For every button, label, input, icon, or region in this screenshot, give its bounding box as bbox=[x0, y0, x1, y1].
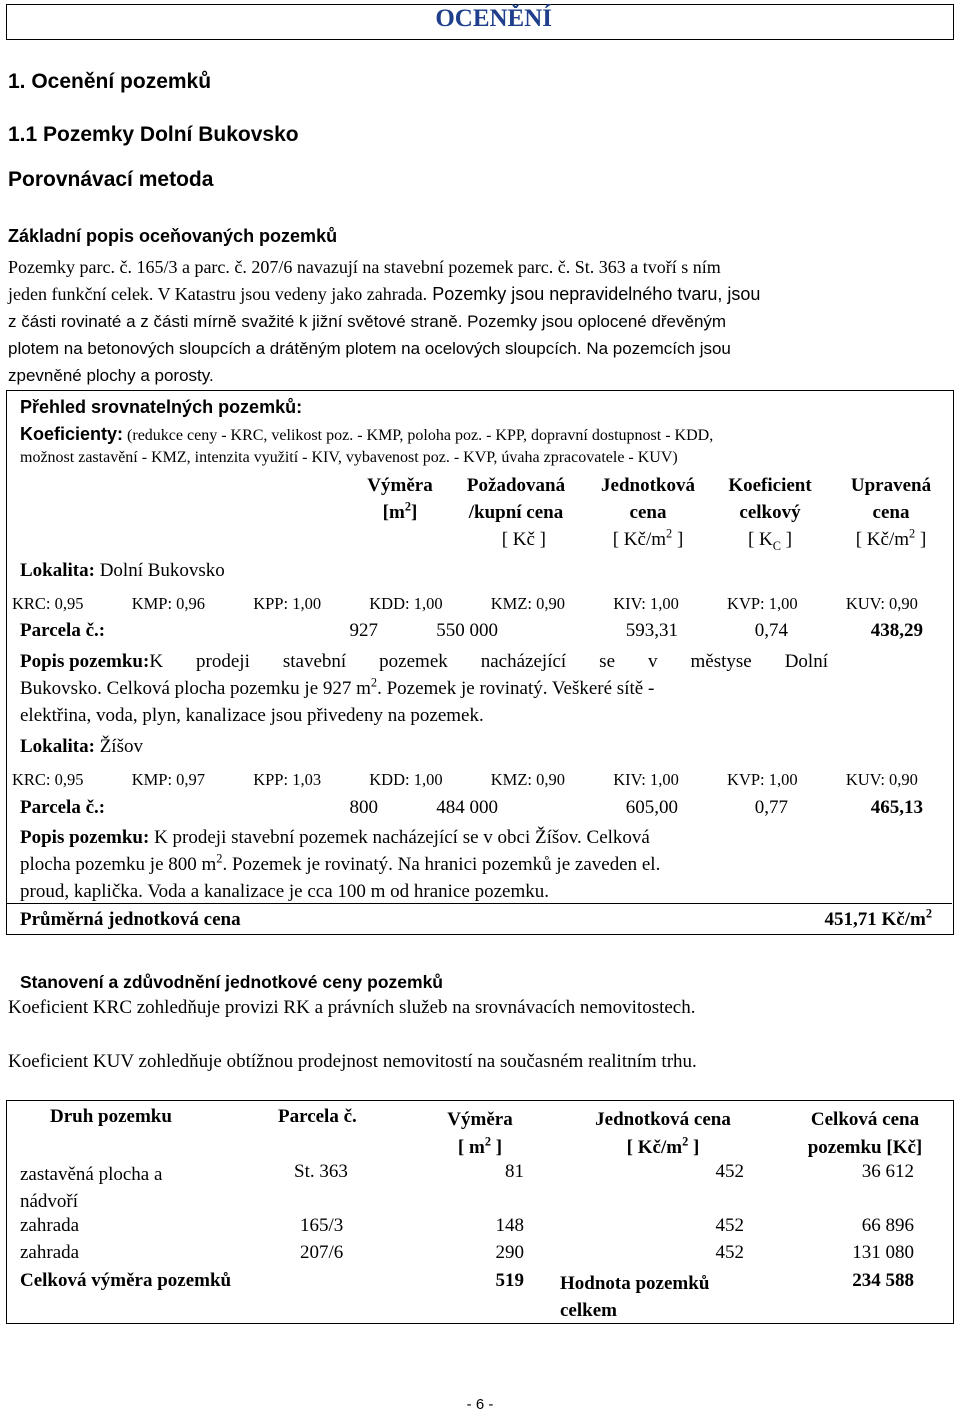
value-label-text: celkem bbox=[560, 1300, 617, 1321]
header-part: ] bbox=[915, 529, 927, 550]
average-divider bbox=[6, 903, 952, 904]
desc-sup: 2 bbox=[216, 851, 223, 866]
header-part: [ m bbox=[457, 1137, 485, 1158]
parcel-desc-2 bbox=[20, 824, 828, 905]
desc-label: Popis pozemku: bbox=[20, 651, 150, 672]
locality-1 bbox=[20, 560, 225, 582]
heading-1: 1. Ocenění pozemků bbox=[8, 70, 212, 93]
coef-label: Koeficienty: bbox=[20, 424, 124, 444]
method-heading: Porovnávací metoda bbox=[8, 168, 214, 191]
desc-text: Pozemky jsou nepravidelného tvaru, jsou bbox=[427, 284, 761, 304]
parcel-desc-1 bbox=[20, 648, 828, 729]
header-text bbox=[714, 526, 826, 553]
comparison-title: Přehled srovnatelných pozemků: bbox=[20, 397, 303, 417]
desc-line bbox=[20, 675, 828, 702]
desc-text: Pozemky jsou oplocené dřevěným bbox=[462, 312, 727, 331]
coef-kdd: KDD: 1,00 bbox=[369, 594, 443, 613]
coef-kmp: KMP: 0,97 bbox=[131, 770, 206, 789]
summary-row-2-kind: zahrada bbox=[20, 1215, 80, 1236]
coef-kvp: KVP: 1,00 bbox=[727, 594, 798, 613]
unit-price-1: 593,31 bbox=[625, 620, 678, 641]
summary-row-2-total: 66 896 bbox=[861, 1215, 914, 1236]
header-sup: 2 bbox=[666, 526, 673, 541]
summary-row-2-area: 148 bbox=[495, 1215, 524, 1236]
header-text: cena bbox=[872, 502, 910, 523]
summary-row-2-parcel: 165/3 bbox=[300, 1215, 344, 1236]
heading-1-1: 1.1 Pozemky Dolní Bukovsko bbox=[8, 123, 299, 146]
coef-kpp: KPP: 1,00 bbox=[253, 594, 322, 613]
coef-kpp: KPP: 1,03 bbox=[253, 770, 322, 789]
desc-line bbox=[20, 824, 828, 851]
summary-row-3-kind: zahrada bbox=[20, 1242, 80, 1263]
header-text bbox=[430, 1134, 530, 1162]
summary-row-1-parcel: St. 363 bbox=[294, 1161, 348, 1182]
header-text: Výměra bbox=[447, 1109, 513, 1130]
summary-header-kind: Druh pozemku bbox=[50, 1106, 172, 1127]
summary-row-1-area: 81 bbox=[505, 1161, 524, 1182]
summary-header-total bbox=[790, 1106, 940, 1162]
header-part: ] bbox=[491, 1137, 503, 1158]
coef-total-2: 0,77 bbox=[754, 797, 788, 818]
price-2: 484 000 bbox=[436, 797, 498, 818]
unit-price-2: 605,00 bbox=[625, 797, 678, 818]
header-part: [ Kč/m bbox=[626, 1137, 683, 1158]
header-text: Celková cena bbox=[810, 1109, 920, 1130]
summary-row-1-unit: 452 bbox=[715, 1161, 744, 1182]
basic-desc-title: Základní popis oceňovaných pozemků bbox=[8, 226, 338, 246]
header-text: Požadovaná bbox=[466, 475, 566, 496]
locality-label: Lokalita: bbox=[20, 736, 95, 757]
summary-total-value: 234 588 bbox=[852, 1270, 914, 1291]
summary-header-unit bbox=[568, 1106, 758, 1162]
coef-kiv: KIV: 1,00 bbox=[613, 594, 679, 613]
col-header-adjusted bbox=[838, 472, 944, 553]
col-header-coef bbox=[714, 472, 826, 553]
coef-row-1 bbox=[12, 594, 918, 614]
locality-name: Dolní Bukovsko bbox=[94, 560, 225, 581]
coef-krc: KRC: 0,95 bbox=[12, 594, 84, 613]
summary-row-3-total: 131 080 bbox=[852, 1242, 914, 1263]
coef-desc-line2: možnost zastavění - KMZ, intenzita využití - KIV, vybavenost poz. - KVP, úvaha zpracovatele - KUV) bbox=[20, 449, 678, 466]
header-sup: 2 bbox=[404, 499, 411, 514]
parcel-label-2: Parcela č.: bbox=[20, 797, 106, 818]
header-part: [ Kč/m bbox=[612, 529, 667, 550]
header-text bbox=[587, 526, 709, 553]
header-part: ] bbox=[688, 1137, 700, 1158]
summary-total-area: 519 bbox=[495, 1270, 524, 1291]
summary-header-area bbox=[430, 1106, 530, 1162]
average-number: 451,71 Kč/m bbox=[824, 909, 926, 930]
desc-line bbox=[8, 281, 954, 308]
header-text: cena bbox=[629, 502, 667, 523]
header-part: [m bbox=[382, 502, 405, 523]
col-header-unit-price bbox=[587, 472, 709, 553]
page-title: OCENĚNÍ bbox=[435, 5, 552, 32]
header-sup: 2 bbox=[484, 1134, 491, 1149]
desc-label: Popis pozemku: bbox=[20, 827, 150, 848]
desc-sup: 2 bbox=[370, 675, 378, 690]
summary-total-label: Celková výměra pozemků bbox=[20, 1270, 232, 1291]
page-number: - 6 - bbox=[466, 1396, 494, 1413]
desc-text: z části rovinaté a z části mírně svažité k jižní světové straně. bbox=[8, 312, 463, 331]
justification-p2: Koeficient KUV zohledňuje obtížnou prodejnost nemovitostí na současném realitním trhu. bbox=[8, 1051, 697, 1072]
summary-row-2-unit: 452 bbox=[715, 1215, 744, 1236]
coef-kmp: KMP: 0,96 bbox=[131, 594, 206, 613]
coef-row-2 bbox=[12, 770, 918, 790]
header-text: Upravená bbox=[850, 475, 932, 496]
desc-line: plotem na betonových sloupcích a drátěným plotem na ocelových sloupcích. Na pozemcích jsou bbox=[8, 339, 731, 358]
header-text bbox=[568, 1134, 758, 1162]
adjusted-price-1: 438,29 bbox=[870, 620, 923, 641]
desc-text: Bukovsko. Celková plocha pozemku je 927 m bbox=[20, 678, 371, 699]
coef-kmz: KMZ: 0,90 bbox=[490, 594, 566, 613]
locality-label: Lokalita: bbox=[20, 560, 95, 581]
summary-value-label bbox=[560, 1270, 709, 1324]
value-label-text: Hodnota pozemků bbox=[560, 1273, 710, 1294]
row-kind-text: zastavěná plocha a bbox=[20, 1164, 163, 1185]
parcel-label-1: Parcela č.: bbox=[20, 620, 106, 641]
justification-title: Stanovení a zdůvodnění jednotkové ceny pozemků bbox=[20, 972, 443, 992]
desc-text: K prodeji stavební pozemek nacházející se v městyse Dolní bbox=[149, 651, 828, 672]
adjusted-price-2: 465,13 bbox=[870, 797, 923, 818]
coef-kuv: KUV: 0,90 bbox=[845, 770, 918, 789]
desc-line: Pozemky parc. č. 165/3 a parc. č. 207/6 navazují na stavební pozemek parc. č. St. 363 a tvoří s ním bbox=[8, 257, 721, 277]
desc-text: jeden funkční celek. V Katastru jsou vedeny jako zahrada. bbox=[8, 284, 428, 304]
col-header-price bbox=[452, 472, 580, 553]
col-header-area bbox=[360, 472, 440, 526]
summary-row-3-unit: 452 bbox=[715, 1242, 744, 1263]
desc-line: zpevněné plochy a porosty. bbox=[8, 366, 214, 385]
price-1: 550 000 bbox=[436, 620, 498, 641]
header-sup: 2 bbox=[682, 1134, 689, 1149]
area-1: 927 bbox=[349, 620, 378, 641]
header-text bbox=[838, 526, 944, 553]
desc-line bbox=[8, 308, 954, 335]
coef-krc: KRC: 0,95 bbox=[12, 770, 84, 789]
desc-line bbox=[20, 851, 828, 878]
header-text bbox=[360, 499, 440, 526]
desc-text: . Pozemek je rovinatý. Veškeré sítě - bbox=[377, 678, 655, 699]
header-text: Koeficient bbox=[728, 475, 812, 496]
average-sup: 2 bbox=[925, 906, 932, 921]
summary-row-3-area: 290 bbox=[495, 1242, 524, 1263]
header-text: /kupní cena bbox=[468, 502, 564, 523]
coef-kdd: KDD: 1,00 bbox=[369, 770, 443, 789]
header-text: celkový bbox=[739, 502, 801, 523]
desc-line: proud, kaplička. Voda a kanalizace je cca 100 m od hranice pozemku. bbox=[20, 881, 549, 902]
coef-desc-line1 bbox=[20, 424, 713, 445]
desc-text: . Pozemek je rovinatý. Na hranici pozemků je zaveden el. bbox=[222, 854, 661, 875]
desc-line: elektřina, voda, plyn, kanalizace jsou přivedeny na pozemek. bbox=[20, 705, 484, 726]
basic-desc-paragraph bbox=[8, 254, 954, 389]
summary-header-parcel: Parcela č. bbox=[278, 1106, 357, 1127]
desc-line bbox=[20, 648, 828, 675]
summary-row-1-kind bbox=[20, 1161, 162, 1215]
header-text: Výměra bbox=[367, 475, 433, 496]
header-text: Jednotková cena bbox=[595, 1109, 731, 1130]
coef-kiv: KIV: 1,00 bbox=[613, 770, 679, 789]
average-label: Průměrná jednotková cena bbox=[20, 909, 241, 930]
justification-p1: Koeficient KRC zohledňuje provizi RK a právních služeb na srovnávacích nemovitostech. bbox=[8, 997, 696, 1018]
header-text: Jednotková bbox=[601, 475, 695, 496]
header-text: [ Kč ] bbox=[501, 529, 546, 550]
header-part: ] bbox=[780, 529, 793, 550]
summary-row-1-total: 36 612 bbox=[861, 1161, 914, 1182]
coef-kmz: KMZ: 0,90 bbox=[490, 770, 566, 789]
coef-kuv: KUV: 0,90 bbox=[845, 594, 918, 613]
coef-total-1: 0,74 bbox=[754, 620, 788, 641]
header-part: ] bbox=[672, 529, 684, 550]
header-sub: C bbox=[772, 538, 781, 553]
header-text: pozemku [Kč] bbox=[807, 1137, 923, 1158]
desc-text: K prodeji stavební pozemek nacházející se v obci Žíšov. Celková bbox=[149, 827, 650, 848]
summary-row-3-parcel: 207/6 bbox=[300, 1242, 344, 1263]
coef-kvp: KVP: 1,00 bbox=[727, 770, 798, 789]
area-2: 800 bbox=[349, 797, 378, 818]
desc-text: plocha pozemku je 800 m bbox=[20, 854, 217, 875]
locality-name: Žíšov bbox=[94, 736, 143, 757]
locality-2 bbox=[20, 736, 143, 758]
header-part: [ Kč/m bbox=[855, 529, 910, 550]
row-kind-text: nádvoří bbox=[20, 1191, 79, 1212]
header-part: ] bbox=[411, 502, 418, 523]
header-part: [ K bbox=[747, 529, 773, 550]
coef-desc: (redukce ceny - KRC, velikost poz. - KMP, poloha poz. - KPP, dopravní dostupnost - KDD, bbox=[127, 427, 714, 444]
header-sup: 2 bbox=[909, 526, 916, 541]
average-value bbox=[760, 906, 932, 931]
